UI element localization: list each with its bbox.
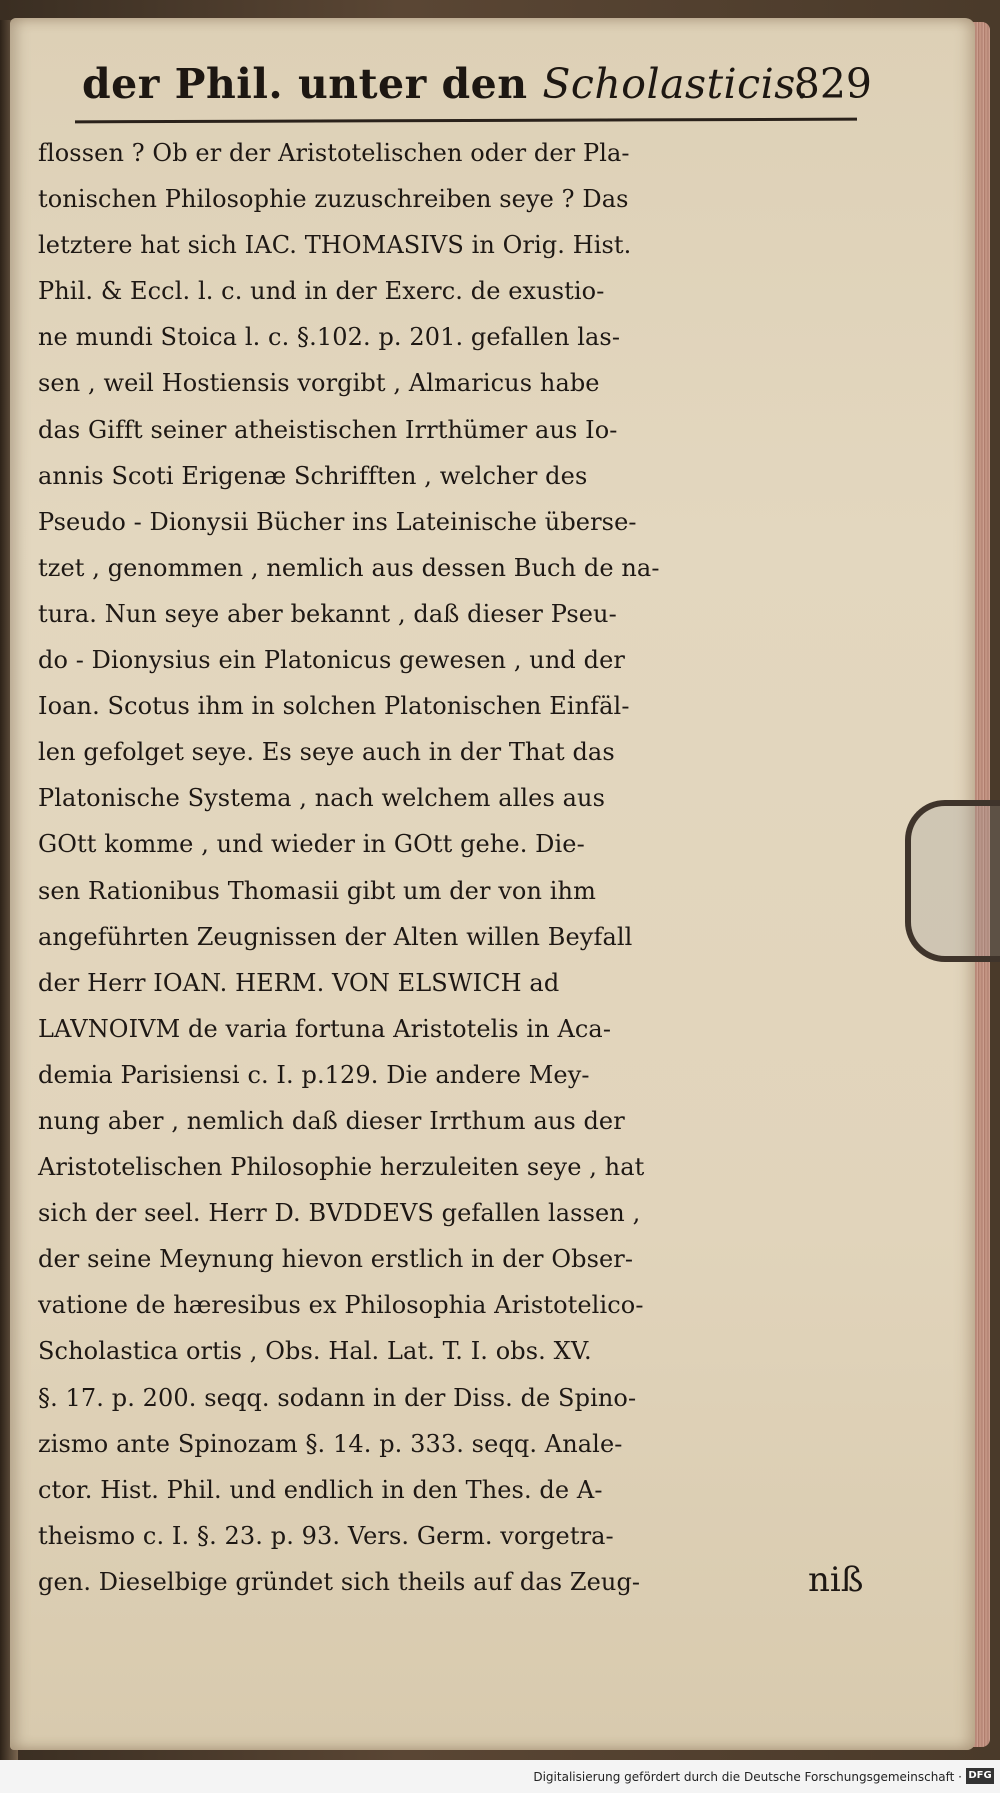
text-line: tonischen Philosophie zuzuschreiben seye ? Das [38, 185, 629, 214]
text-line: Pseudo - Dionysii Bücher ins Lateinische überse- [38, 507, 637, 536]
text-line: tzet , genommen , nemlich aus dessen Buch de na- [38, 553, 660, 582]
text-line: demia Parisiensi c. I. p.129. Die andere Mey- [38, 1060, 590, 1089]
text-line: LAVNOIVM de varia fortuna Aristotelis in Aca- [38, 1014, 612, 1043]
running-head-german: der Phil. unter den [82, 60, 528, 108]
page-number: 829 [793, 60, 872, 108]
text-line: der Herr IOAN. HERM. VON ELSWICH ad [38, 968, 560, 997]
text-line: tura. Nun seye aber bekannt , daß dieser Pseu- [38, 599, 617, 628]
text-line: annis Scoti Erigenæ Schrifften , welcher des [38, 461, 588, 490]
text-line: das Gifft seiner atheistischen Irrthümer aus Io- [38, 415, 618, 444]
text-line: theismo c. I. §. 23. p. 93. Vers. Germ. vorgetra- [38, 1521, 614, 1550]
text-line: §. 17. p. 200. seqq. sodann in der Diss. de Spino- [38, 1383, 637, 1412]
text-line: der seine Meynung hievon erstlich in der Obser- [38, 1245, 634, 1274]
text-line: ctor. Hist. Phil. und endlich in den Thes. de A- [38, 1475, 603, 1504]
text-line: nung aber , nemlich daß dieser Irrthum aus der [38, 1106, 625, 1135]
text-line: Aristotelischen Philosophie herzuleiten seye , hat [38, 1153, 645, 1182]
dfg-logo: DFG [966, 1768, 994, 1784]
text-line: gen. Dieselbige gründet sich theils auf das Zeug- [38, 1567, 641, 1596]
text-line: flossen ? Ob er der Aristotelischen oder der Pla- [38, 139, 630, 167]
text-line: len gefolget seye. Es seye auch in der That das [38, 738, 615, 767]
text-line: Platonische Systema , nach welchem alles aus [38, 784, 606, 813]
text-line: GOtt komme , und wieder in GOtt gehe. Die- [38, 830, 585, 859]
text-line: zismo ante Spinozam §. 14. p. 333. seqq. Anale- [38, 1429, 623, 1458]
digitization-note: Digitalisierung gefördert durch die Deutsche Forschungsgemeinschaft · [533, 1770, 962, 1784]
text-line: sen , weil Hostiensis vorgibt , Almaricus habe [38, 369, 600, 398]
text-line: Phil. & Eccl. l. c. und in der Exerc. de exustio- [38, 277, 605, 306]
text-line: sich der seel. Herr D. BVDDEVS gefallen lassen , [38, 1199, 641, 1228]
text-line: vatione de hæresibus ex Philosophia Aristotelico- [38, 1291, 644, 1320]
text-line: angeführten Zeugnissen der Alten willen Beyfall [38, 922, 633, 951]
body-text [38, 130, 868, 1605]
running-head [82, 52, 872, 112]
running-head-latin: Scholasticis. [542, 60, 810, 108]
text-line: Ioan. Scotus ihm in solchen Platonischen Einfäl- [38, 692, 630, 721]
text-line: do - Dionysius ein Platonicus gewesen , und der [38, 646, 625, 675]
catchword: niß [808, 1560, 864, 1600]
page-clip [905, 800, 1000, 962]
text-line: letztere hat sich IAC. THOMASIVS in Orig. Hist. [38, 231, 632, 260]
footer-bar [0, 1760, 1000, 1793]
running-head-title [82, 60, 809, 108]
text-line: sen Rationibus Thomasii gibt um der von ihm [38, 876, 596, 905]
text-line: Scholastica ortis , Obs. Hal. Lat. T. I. obs. XV. [38, 1337, 592, 1366]
text-line: ne mundi Stoica l. c. §.102. p. 201. gefallen las- [38, 323, 621, 352]
